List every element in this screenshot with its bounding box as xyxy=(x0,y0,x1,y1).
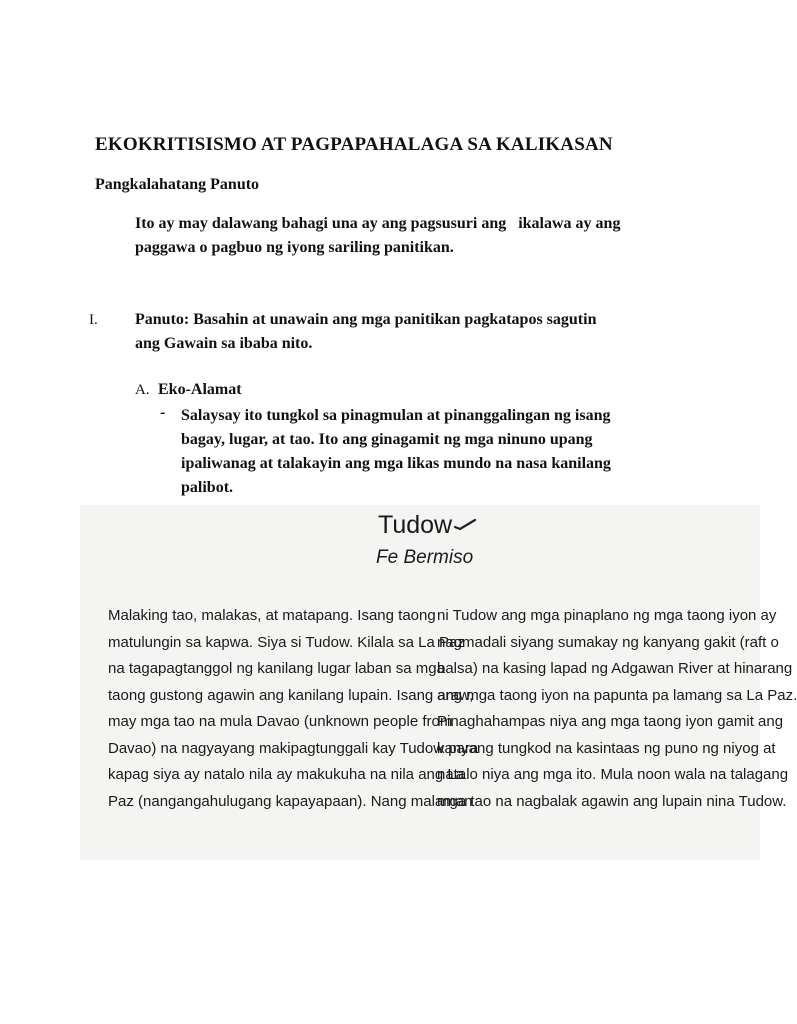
definition-line: Salaysay ito tungkol sa pinagmulan at pinanggalingan ng isang xyxy=(181,407,611,424)
story-author: Fe Bermiso xyxy=(376,547,474,568)
section-number: I. xyxy=(89,312,98,328)
subsection-title: Eko-Alamat xyxy=(158,381,242,398)
section-line: Panuto: Basahin at unawain ang mga panitikan pagkatapos sagutin xyxy=(135,311,597,328)
definition-line: ipaliwanag at talakayin ang mga likas mundo na nasa kanilang xyxy=(181,455,611,472)
story-line: Paz (nangangahulugang kapayapaan). Nang malaman xyxy=(108,792,473,810)
story-line: ang mga taong iyon na papunta pa lamang sa La Paz. xyxy=(437,686,797,704)
check-mark-icon xyxy=(454,519,476,531)
definition-line: palibot. xyxy=(181,479,234,496)
story-line: mga tao na nagbalak agawin ang lupain nina Tudow. xyxy=(437,792,787,810)
story-line: matulungin sa kapwa. Siya si Tudow. Kilala sa La Paz xyxy=(108,633,465,651)
story-right-column xyxy=(437,603,797,815)
subsection-letter: A. xyxy=(135,382,150,398)
story-line: may mga tao na mula Davao (unknown people from xyxy=(108,713,453,730)
story-title-row xyxy=(378,511,476,540)
story-left-column xyxy=(108,603,478,815)
story-line: ni Tudow ang mga pinaplano ng mga taong iyon ay xyxy=(437,607,777,624)
definition-line: bagay, lugar, at tao. Ito ang ginagamit ng mga ninuno upang xyxy=(181,431,593,448)
story-line: kapag siya ay natalo nila ay makukuha na nila ang La xyxy=(108,766,465,783)
story-line: balsa) na kasing lapad ng Adgawan River at hinarang xyxy=(437,660,793,677)
story-scan xyxy=(80,505,797,860)
document-subtitle: Pangkalahatang Panuto xyxy=(95,176,260,193)
story-line: taong gustong agawin ang kanilang lupain. Isang araw, xyxy=(108,686,474,704)
intro-line: Ito ay may dalawang bahagi una ay ang pagsusuri ang ikalawa ay ang xyxy=(135,215,621,232)
intro-paragraph xyxy=(135,212,695,260)
story-line: nagmadali siyang sumakay ng kanyang gakit (raft o xyxy=(437,633,779,651)
section-line: ang Gawain sa ibaba nito. xyxy=(135,335,313,352)
bullet-dash: - xyxy=(160,404,166,421)
document-title: EKOKRITISISMO AT PAGPAPAHALAGA SA KALIKASAN xyxy=(95,134,613,155)
story-line: Davao) na nagyayang makipagtunggali kay Tudow para xyxy=(108,739,479,757)
subsection-definition xyxy=(181,404,681,500)
story-title: Tudow xyxy=(378,511,453,539)
story-line: na tagapagtanggol ng kanilang lugar laban sa mga xyxy=(108,660,445,677)
story-line: kanyang tungkod na kasintaas ng puno ng niyog at xyxy=(437,739,776,757)
story-line: natalo niya ang mga ito. Mula noon wala na talagang xyxy=(437,766,789,783)
section-instructions xyxy=(135,308,695,356)
intro-line: paggawa o pagbuo ng iyong sariling panitikan. xyxy=(135,239,454,256)
story-line: Malaking tao, malakas, at matapang. Isang taong xyxy=(108,607,436,624)
story-line: Pinaghahampas niya ang mga taong iyon gamit ang xyxy=(437,713,784,730)
